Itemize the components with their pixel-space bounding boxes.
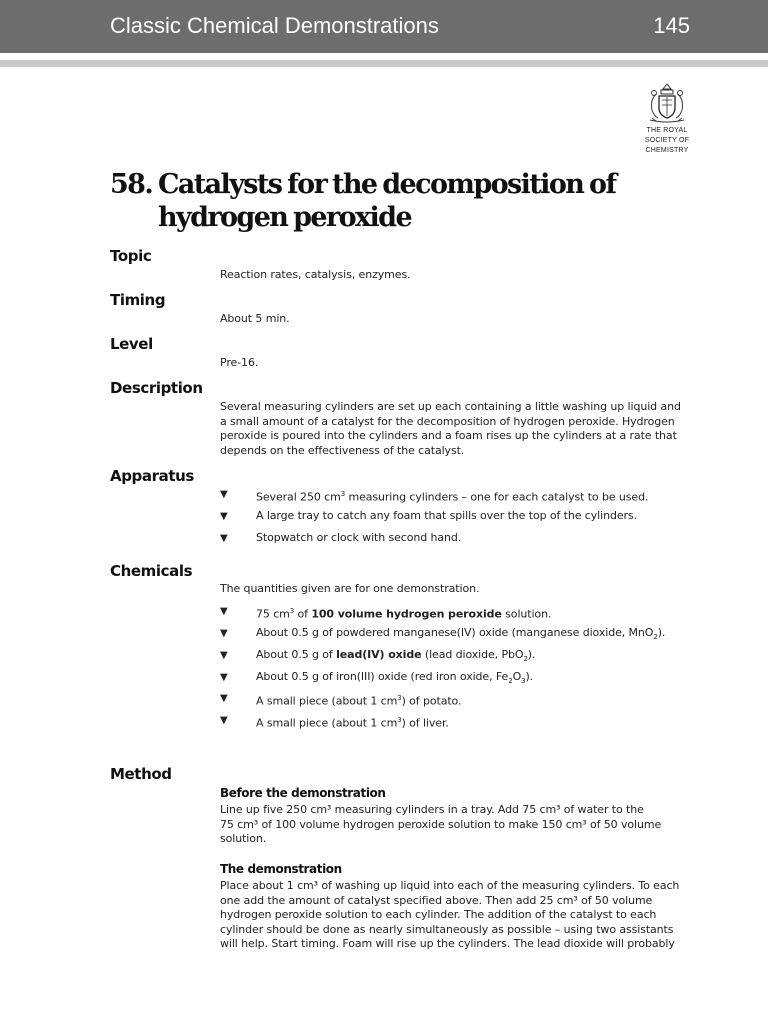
chemicals-intro: The quantities given are for one demonstration.: [220, 582, 480, 595]
bullet-triangle-icon: ▼: [220, 489, 228, 500]
page-number: 145: [653, 13, 690, 38]
description-line: a small amount of a catalyst for the decomposition of hydrogen peroxide. Hydrogen: [220, 414, 675, 428]
description-text: [220, 400, 700, 458]
header-rule: [0, 60, 768, 67]
method-line: Line up five 250 cm³ measuring cylinders in a tray. Add 75 cm³ of water to the: [220, 803, 644, 816]
page-header-bar: [0, 0, 768, 53]
apparatus-label: Apparatus: [110, 467, 194, 485]
bullet-triangle-icon: ▼: [220, 511, 228, 522]
method-line: one add the amount of catalyst specified above. Then add 25 cm³ of 50 volume: [220, 893, 653, 907]
method-line: solution.: [220, 832, 267, 846]
logo-text-3: CHEMISTRY: [645, 147, 689, 154]
bullet-triangle-icon: ▼: [220, 533, 228, 544]
bullet-triangle-icon: ▼: [220, 715, 228, 726]
title-line-2: hydrogen peroxide: [158, 202, 412, 233]
method-line: 75 cm³ of 100 volume hydrogen peroxide solution to make 150 cm³ of 50 volume: [220, 817, 662, 831]
logo-text-2: SOCIETY OF: [644, 137, 690, 144]
level-text: Pre-16.: [220, 356, 259, 369]
book-title: Classic Chemical Demonstrations: [110, 13, 439, 38]
logo-text-1: THE ROYAL: [646, 127, 688, 134]
demonstration-title: [110, 168, 615, 234]
rsc-logo: [636, 80, 698, 156]
method-line: cylinder should be done as nearly simultaneously as possible – using two assistants: [220, 922, 674, 936]
bullet-triangle-icon: ▼: [220, 606, 228, 617]
chemicals-label: Chemicals: [110, 562, 193, 580]
method-label: Method: [110, 765, 172, 783]
method-line: will help. Start timing. Foam will rise up the cylinders. The lead dioxide will probably: [220, 937, 675, 951]
method-line: hydrogen peroxide solution to each cylinder. The addition of the catalyst to each: [220, 908, 657, 922]
bullet-triangle-icon: ▼: [220, 650, 228, 661]
title-line-1: 58. Catalysts for the decomposition of: [110, 169, 616, 200]
description-line: Several measuring cylinders are set up each containing a little washing up liquid and: [220, 400, 681, 413]
description-label: Description: [110, 379, 203, 397]
description-line: depends on the effectiveness of the catalyst.: [220, 443, 465, 457]
timing-label: Timing: [110, 291, 166, 309]
level-label: Level: [110, 335, 153, 353]
bullet-triangle-icon: ▼: [220, 693, 228, 704]
demo-subheading: The demonstration: [220, 862, 342, 876]
method-line: Place about 1 cm³ of washing up liquid into each of the measuring cylinders. To each: [220, 879, 680, 892]
topic-text: Reaction rates, catalysis, enzymes.: [220, 268, 411, 281]
coat-of-arms-icon: [642, 80, 692, 124]
before-demo-text: [220, 803, 700, 847]
topic-label: Topic: [110, 247, 152, 265]
timing-text: About 5 min.: [220, 312, 290, 325]
bullet-triangle-icon: ▼: [220, 628, 228, 639]
demo-text: [220, 879, 700, 952]
before-demo-subheading: Before the demonstration: [220, 786, 386, 800]
description-line: peroxide is poured into the cylinders and a foam rises up the cylinders at a rate that: [220, 429, 677, 443]
bullet-triangle-icon: ▼: [220, 672, 228, 683]
